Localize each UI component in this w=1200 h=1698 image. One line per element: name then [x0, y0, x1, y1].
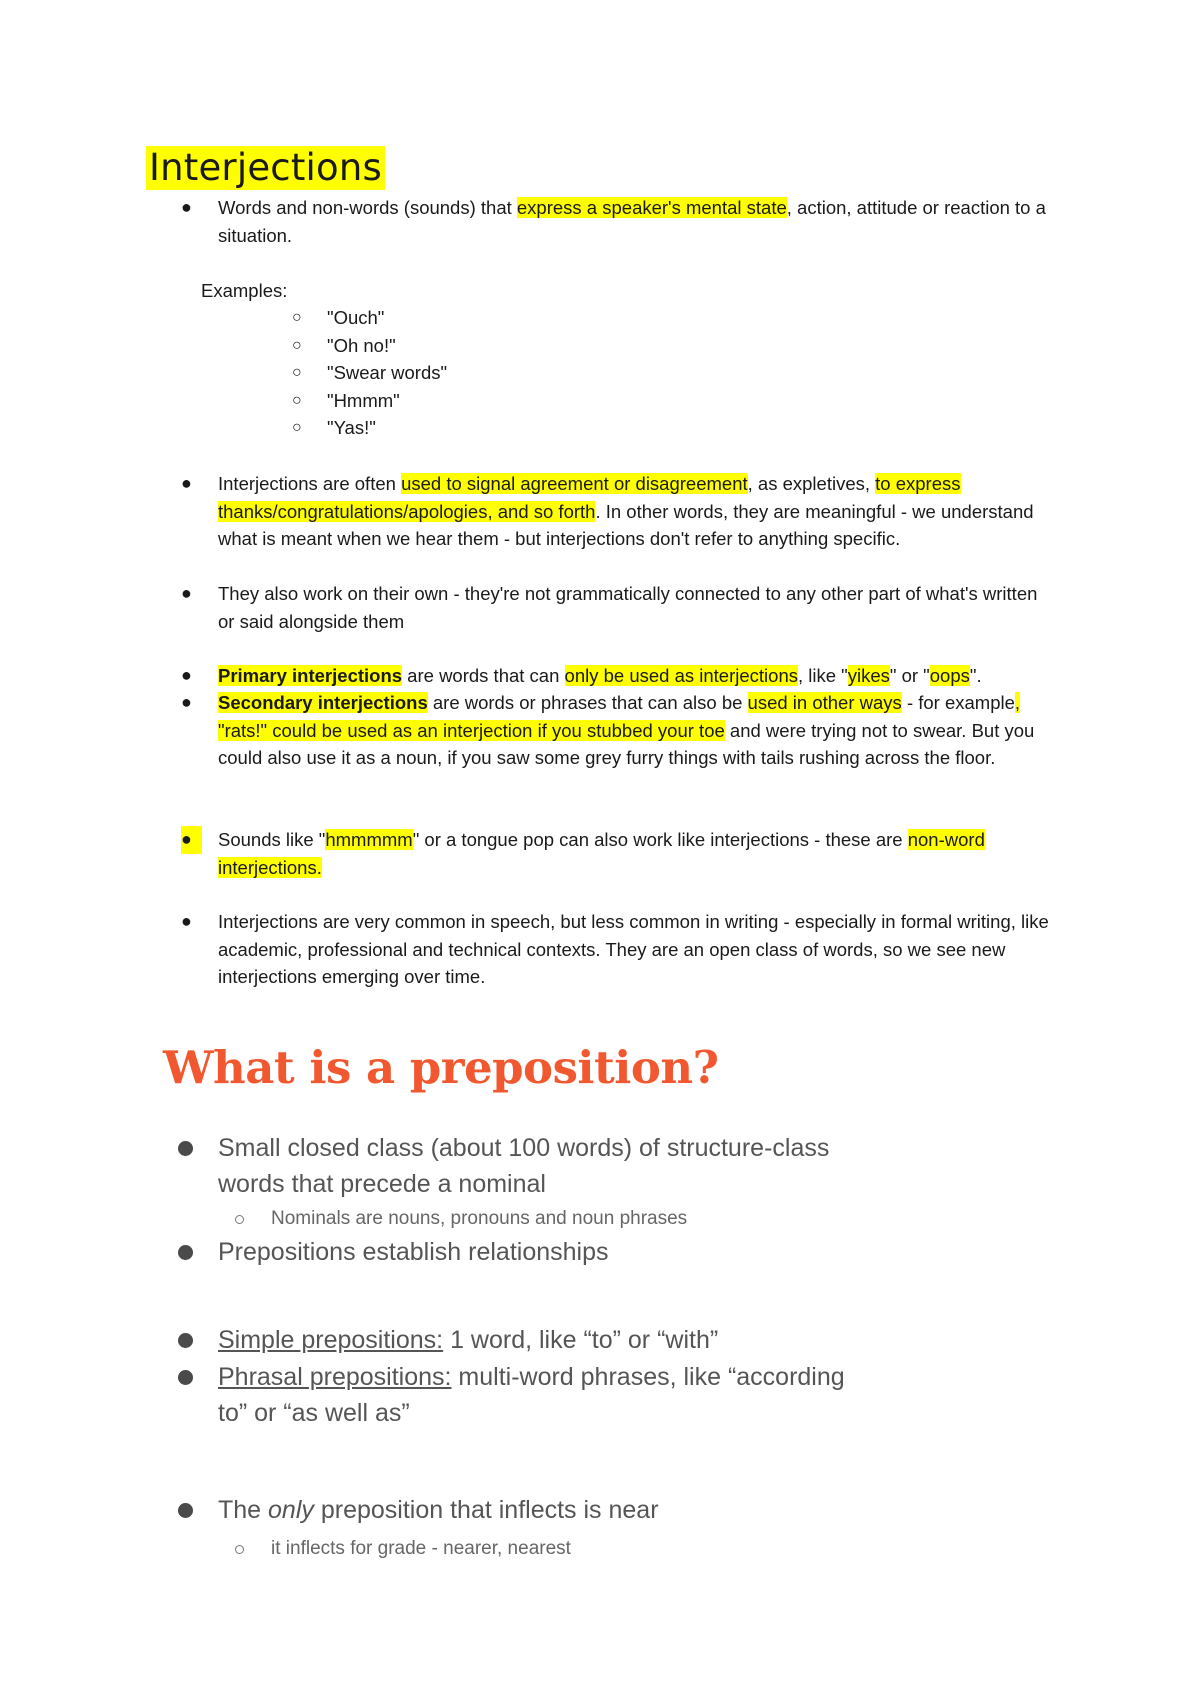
highlighted-text: non-word interjections. [218, 829, 985, 878]
list-item: Interjections are very common in speech, but less common in writing - especially in formal writing, like academic, professional and technical contexts. They are an open class of words, so we see new interjections emerging over time. [218, 911, 1049, 987]
highlighted-text: hmmmmm [325, 829, 413, 850]
underlined-term: Simple prepositions: [218, 1326, 444, 1354]
highlighted-text: Primary interjections [218, 665, 403, 686]
circle-bullet-icon: ○ [292, 309, 302, 326]
list-item [218, 826, 1058, 881]
bullet-icon: ● [181, 665, 192, 685]
slide-bullet: Small closed class (about 100 words) of structure-class words that precede a nominal [218, 1134, 830, 1198]
highlighted-text: express a speaker's mental state [516, 197, 787, 218]
slide-bullet [218, 1359, 858, 1431]
text-run: 1 word, like “to” or “with” [443, 1326, 719, 1354]
list-item [218, 470, 1058, 553]
highlighted-text: to express thanks/congratulations/apologies, and so forth [218, 473, 961, 522]
text-run: multi-word phrases, like “according to” or “as well as” [218, 1363, 845, 1427]
circle-bullet-icon [235, 1215, 244, 1224]
bullet-icon: ● [181, 826, 202, 854]
text-run: , like " [797, 665, 848, 686]
text-run: and were trying not to swear. But you could also use it as a noun, if you saw some grey furry things with tails rushing across the floor. [218, 719, 1035, 768]
text-run: - for example [901, 692, 1015, 713]
bullet-icon: ● [181, 911, 192, 931]
highlighted-text: Secondary interjections [218, 692, 428, 713]
text-run: , as expletives, [747, 473, 876, 494]
text-run: . In other words, they are meaningful - we understand what is meant when we hear them - but interjections don't refer to anything specific. [218, 500, 1034, 549]
bullet-icon [178, 1503, 193, 1518]
circle-bullet-icon: ○ [292, 364, 302, 381]
slide-bullet [218, 1322, 858, 1358]
list-item: "Swear words" [327, 362, 448, 383]
slide-sub-bullet: it inflects for grade - nearer, nearest [271, 1538, 571, 1559]
list-item: "Hmmm" [327, 390, 400, 411]
highlighted-text: used to signal agreement or disagreement [401, 473, 748, 494]
text-run: " or " [889, 665, 930, 686]
bullet-icon: ● [181, 473, 192, 493]
bullet-icon [178, 1370, 193, 1385]
highlighted-text: oops [929, 665, 970, 686]
highlighted-text: , "rats!" could be used as an interjection if you stubbed your toe [218, 692, 1021, 741]
bullet-icon: ● [181, 692, 192, 712]
highlighted-text: used in other ways [747, 692, 902, 713]
text-run: are words that can [402, 665, 565, 686]
circle-bullet-icon: ○ [292, 392, 302, 409]
slide-bullet: Prepositions establish relationships [218, 1238, 609, 1266]
highlighted-text: yikes [847, 665, 890, 686]
text-run: preposition that inflects is near [313, 1496, 659, 1524]
circle-bullet-icon: ○ [292, 419, 302, 436]
slide-title: What is a preposition? [163, 1041, 719, 1094]
text-run: , action, attitude or reaction to a situation. [218, 197, 1046, 246]
list-item: "Oh no!" [327, 335, 396, 356]
bullet-icon [178, 1245, 193, 1260]
text-run: Words and non-words (sounds) that [218, 197, 517, 218]
text-run: Interjections are often [218, 473, 402, 494]
examples-label: Examples: [201, 280, 288, 301]
circle-bullet-icon [235, 1545, 244, 1554]
italic-text: only [268, 1496, 314, 1524]
list-item [218, 662, 1058, 690]
text-run: ". [969, 665, 982, 686]
bullet-icon: ● [181, 583, 192, 603]
text-run: Sounds like " [218, 829, 326, 850]
text-run: " or a tongue pop can also work like interjections - these are [412, 829, 908, 850]
list-item: "Yas!" [327, 417, 376, 438]
list-item: They also work on their own - they're not grammatically connected to any other part of what's written or said alongside them [218, 583, 1038, 632]
text-run: are words or phrases that can also be [427, 692, 748, 713]
underlined-term: Phrasal prepositions: [218, 1363, 452, 1391]
text-run: The [218, 1496, 269, 1524]
highlighted-text: only be used as interjections [564, 665, 798, 686]
circle-bullet-icon: ○ [292, 337, 302, 354]
page-title: Interjections [146, 146, 385, 190]
list-item [218, 689, 1058, 772]
bullet-icon: ● [181, 197, 192, 217]
slide-bullet [218, 1492, 858, 1528]
list-item [218, 194, 1058, 249]
slide-sub-bullet: Nominals are nouns, pronouns and noun phrases [271, 1208, 688, 1229]
bullet-icon [178, 1141, 193, 1156]
list-item: "Ouch" [327, 307, 385, 328]
bullet-icon [178, 1333, 193, 1348]
